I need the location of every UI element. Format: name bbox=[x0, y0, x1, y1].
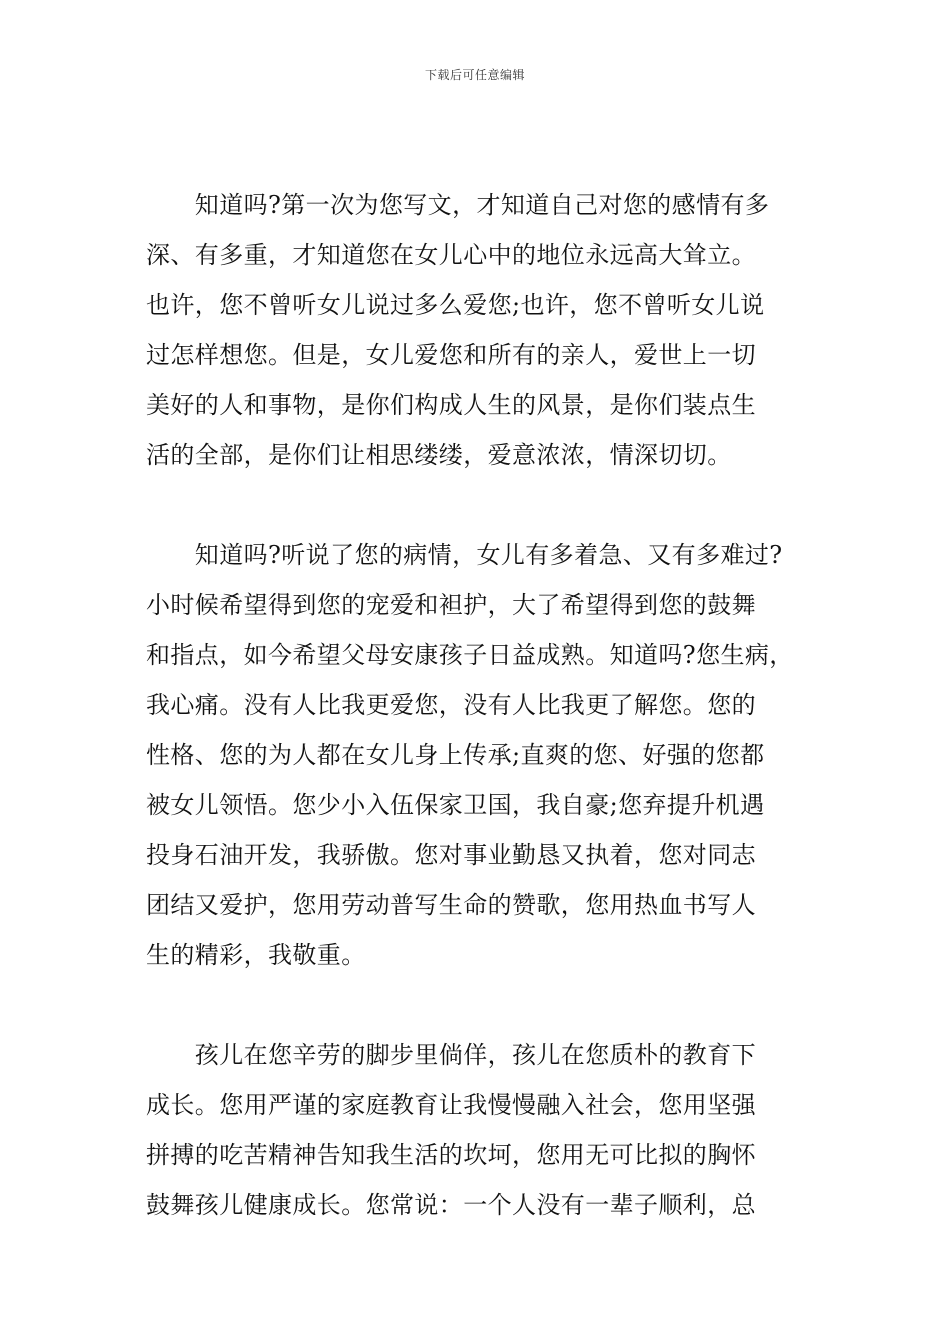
document-body bbox=[146, 180, 806, 1280]
text-line: 小时候希望得到您的宠爱和袒护，大了希望得到您的鼓舞 bbox=[146, 591, 756, 619]
text-line: 被女儿领悟。您少小入伍保家卫国，我自豪;您弃提升机遇 bbox=[146, 791, 765, 819]
text-line: 性格、您的为人都在女儿身上传承;直爽的您、好强的您都 bbox=[146, 741, 765, 769]
text-line: 活的全部，是你们让相思缕缕，爱意浓浓，情深切切。 bbox=[146, 441, 732, 469]
text-line: 和指点，如今希望父母安康孩子日益成熟。知道吗?您生病， bbox=[146, 641, 794, 669]
text-line: 鼓舞孩儿健康成长。您常说：一个人没有一辈子顺利，总 bbox=[146, 1191, 756, 1219]
text-line: 成长。您用严谨的家庭教育让我慢慢融入社会，您用坚强 bbox=[146, 1091, 756, 1119]
paragraph-2 bbox=[146, 530, 806, 980]
text-line: 团结又爱护，您用劳动普写生命的赞歌，您用热血书写人 bbox=[146, 891, 756, 919]
paragraph-1 bbox=[146, 180, 806, 480]
page-header: 下载后可任意编辑 bbox=[424, 68, 525, 82]
text-line: 孩儿在您辛劳的脚步里倘佯，孩儿在您质朴的教育下 bbox=[146, 1041, 756, 1069]
text-line: 深、有多重，才知道您在女儿心中的地位永远高大耸立。 bbox=[146, 241, 756, 269]
text-line: 美好的人和事物，是你们构成人生的风景，是你们装点生 bbox=[146, 391, 756, 419]
text-line: 也许，您不曾听女儿说过多么爱您;也许，您不曾听女儿说 bbox=[146, 291, 765, 319]
text-line: 知道吗?听说了您的病情，女儿有多着急、又有多难过? bbox=[146, 541, 783, 569]
text-line: 投身石油开发，我骄傲。您对事业勤恳又执着，您对同志 bbox=[146, 841, 756, 869]
text-line: 知道吗?第一次为您写文，才知道自己对您的感情有多 bbox=[146, 191, 770, 219]
paragraph-3 bbox=[146, 1030, 806, 1230]
text-line: 我心痛。没有人比我更爱您，没有人比我更了解您。您的 bbox=[146, 691, 756, 719]
text-line: 生的精彩，我敬重。 bbox=[146, 941, 366, 969]
text-line: 拼搏的吃苦精神告知我生活的坎坷，您用无可比拟的胸怀 bbox=[146, 1141, 756, 1169]
text-line: 过怎样想您。但是，女儿爱您和所有的亲人，爱世上一切 bbox=[146, 341, 756, 369]
